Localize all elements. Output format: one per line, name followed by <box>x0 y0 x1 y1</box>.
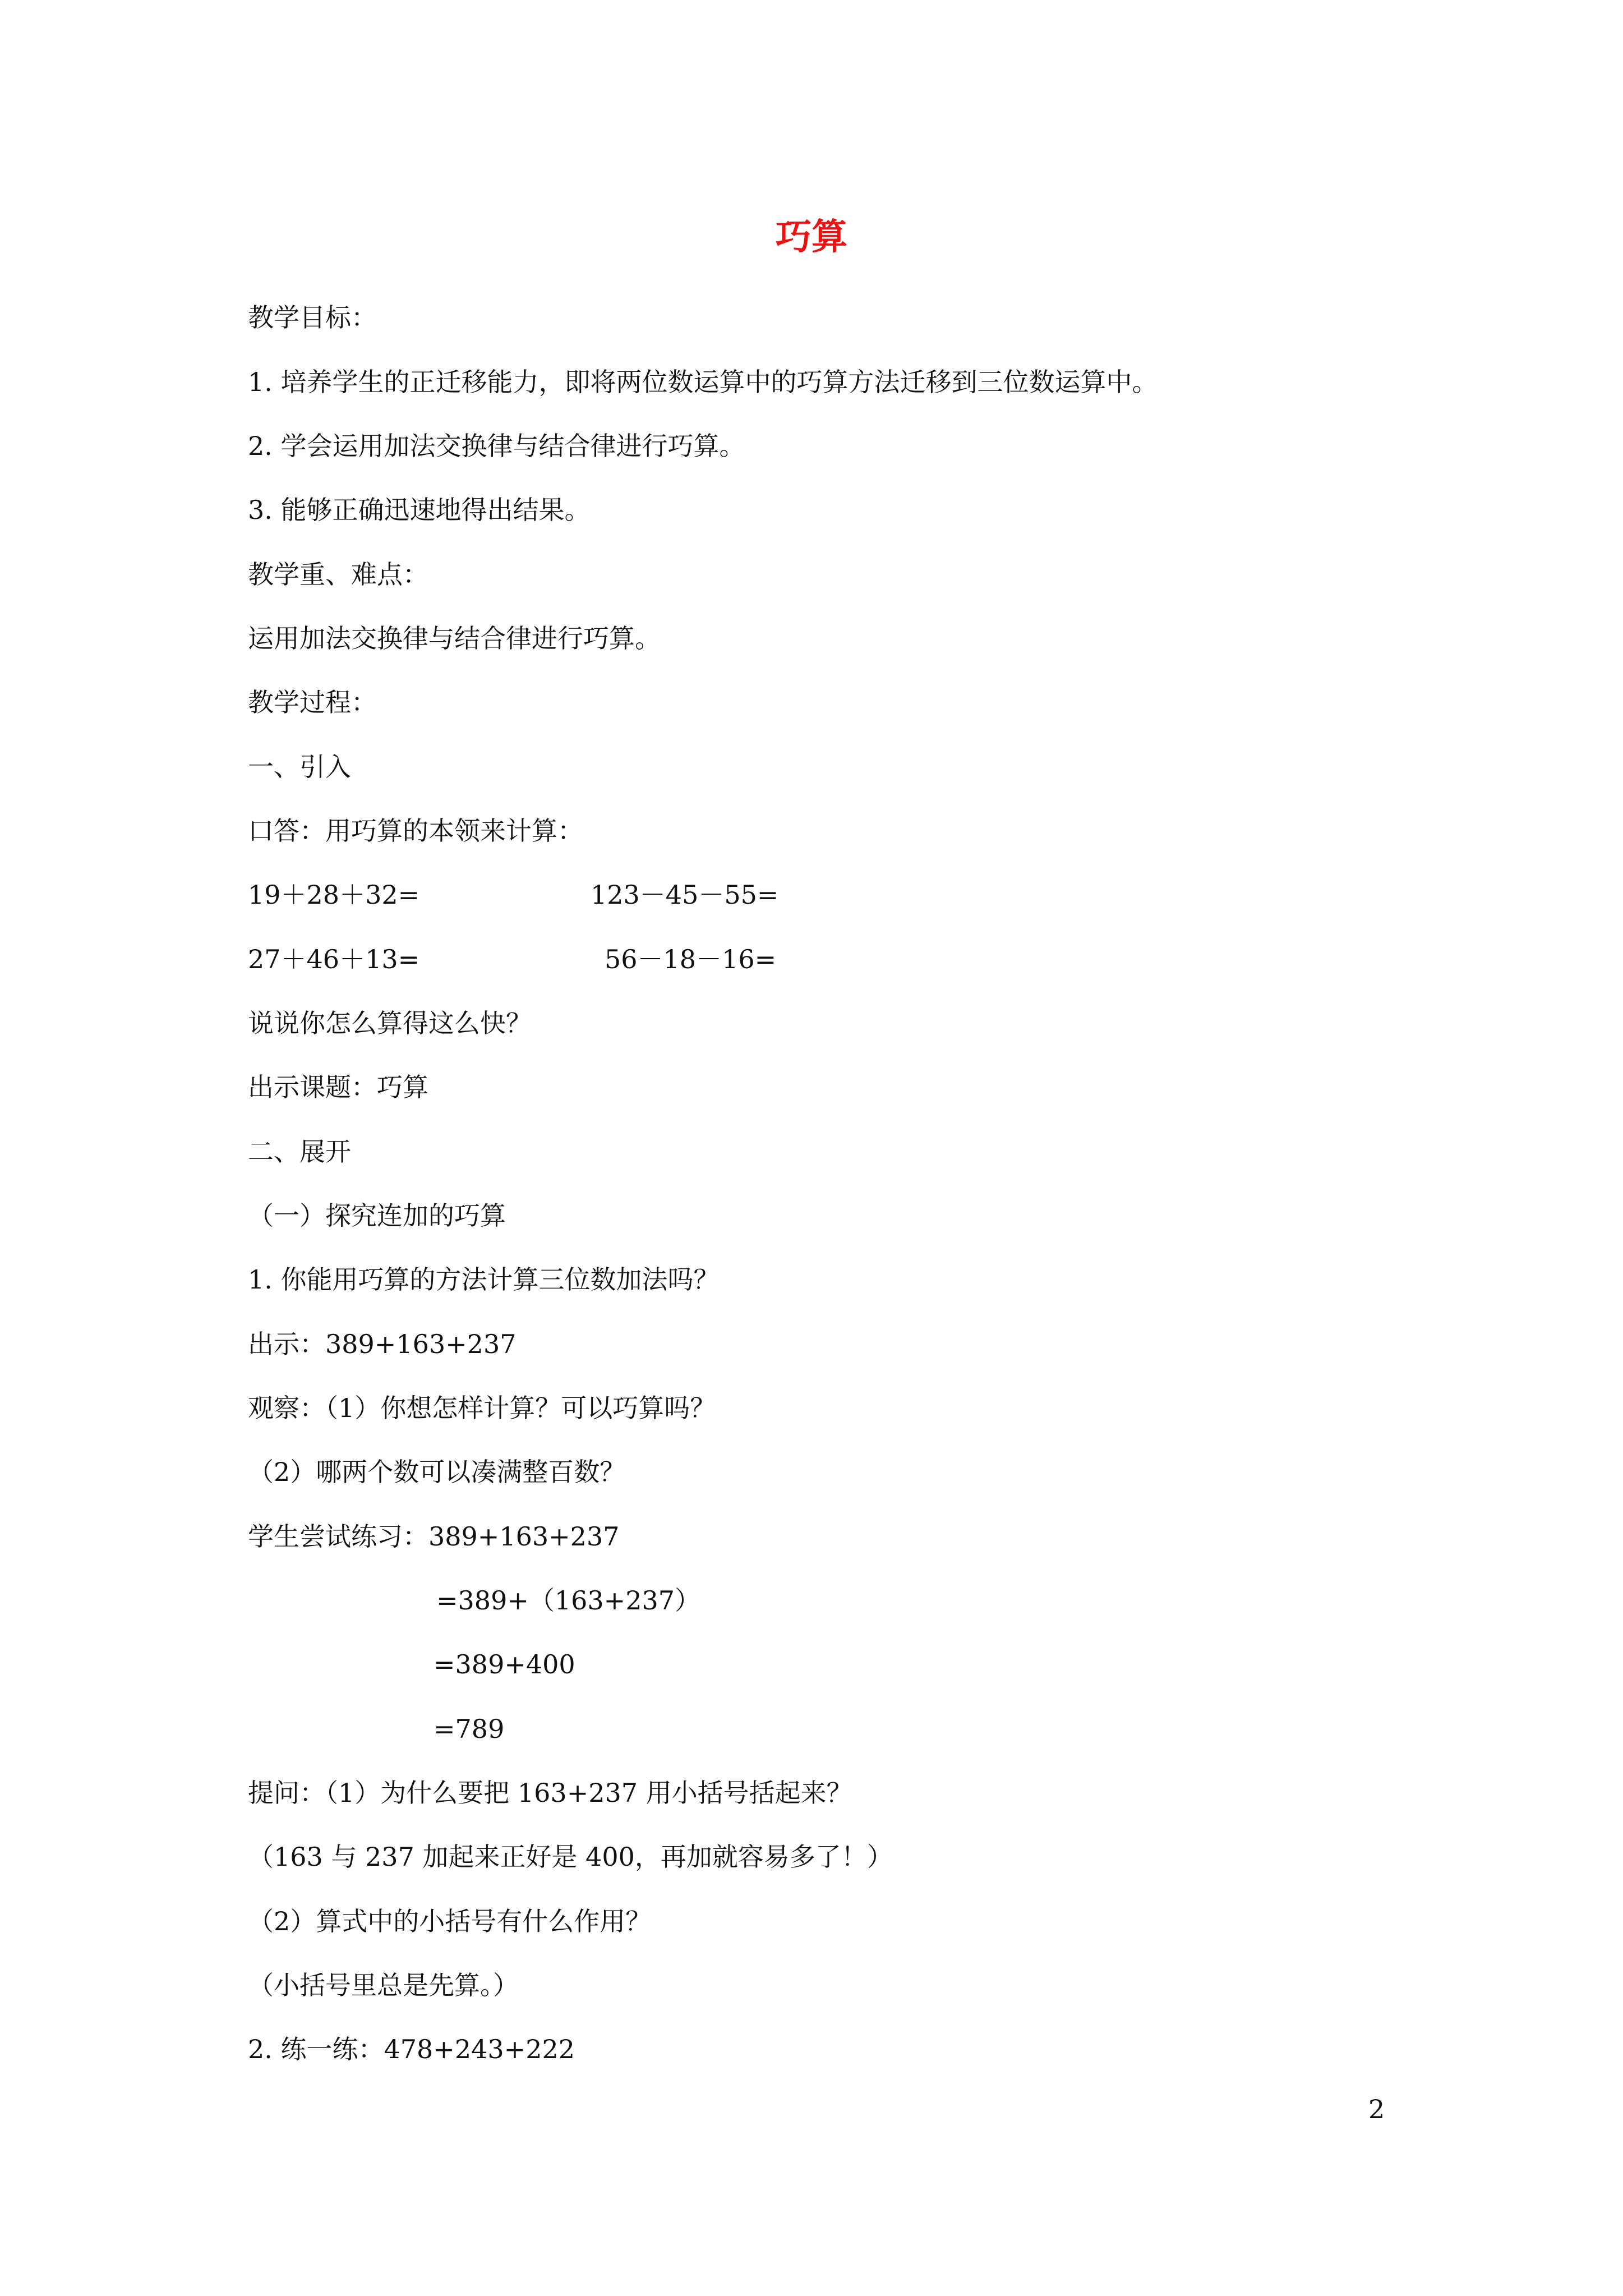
text-line: 教学过程： <box>248 687 377 717</box>
text-line: 运用加法交换律与结合律进行巧算。 <box>248 623 661 654</box>
calc-step: =389+400 <box>434 1649 575 1680</box>
text-line: 口答：用巧算的本领来计算： <box>248 816 583 846</box>
exercise-left: 27＋46＋13= <box>248 944 420 974</box>
text-line: 3. 能够正确迅速地得出结果。 <box>248 495 591 525</box>
text-line: （2）算式中的小括号有什么作用？ <box>248 1906 652 1936</box>
exercise-right: 123－45－55= <box>591 880 779 910</box>
section-heading: 二、展开 <box>248 1137 351 1167</box>
subsection-heading: （一）探究连加的巧算 <box>248 1200 506 1231</box>
calc-step: =789 <box>434 1714 505 1744</box>
text-line: 出示课题：巧算 <box>248 1072 428 1102</box>
text-line: 1. 你能用巧算的方法计算三位数加法吗？ <box>248 1264 720 1295</box>
text-line: 教学重、难点： <box>248 559 428 590</box>
text-line: 2. 学会运用加法交换律与结合律进行巧算。 <box>248 431 745 461</box>
text-line: 说说你怎么算得这么快？ <box>248 1008 532 1038</box>
page-title: 巧算 <box>776 216 847 258</box>
text-line: 学生尝试练习：389+163+237 <box>248 1521 620 1552</box>
text-line: 出示：389+163+237 <box>248 1329 517 1359</box>
section-heading: 一、引入 <box>248 752 351 782</box>
text-line: 教学目标： <box>248 302 377 333</box>
calc-step: =389+（163+237） <box>436 1585 701 1616</box>
text-line: 2. 练一练：478+243+222 <box>248 2034 575 2064</box>
text-line: 1. 培养学生的正迁移能力，即将两位数运算中的巧算方法迁移到三位数运算中。 <box>248 367 1158 397</box>
text-line: 观察：（1）你想怎样计算？可以巧算吗？ <box>248 1393 716 1423</box>
text-line: 提问：（1）为什么要把 163+237 用小括号括起来？ <box>248 1778 852 1808</box>
exercise-left: 19＋28＋32= <box>248 880 420 910</box>
text-line: （小括号里总是先算。） <box>248 1970 519 2000</box>
text-line: （163 与 237 加起来正好是 400，再加就容易多了！） <box>248 1842 893 1872</box>
page-number: 2 <box>1368 2094 1385 2124</box>
exercise-right: 56－18－16= <box>605 944 777 974</box>
text-line: （2）哪两个数可以凑满整百数？ <box>248 1457 626 1487</box>
